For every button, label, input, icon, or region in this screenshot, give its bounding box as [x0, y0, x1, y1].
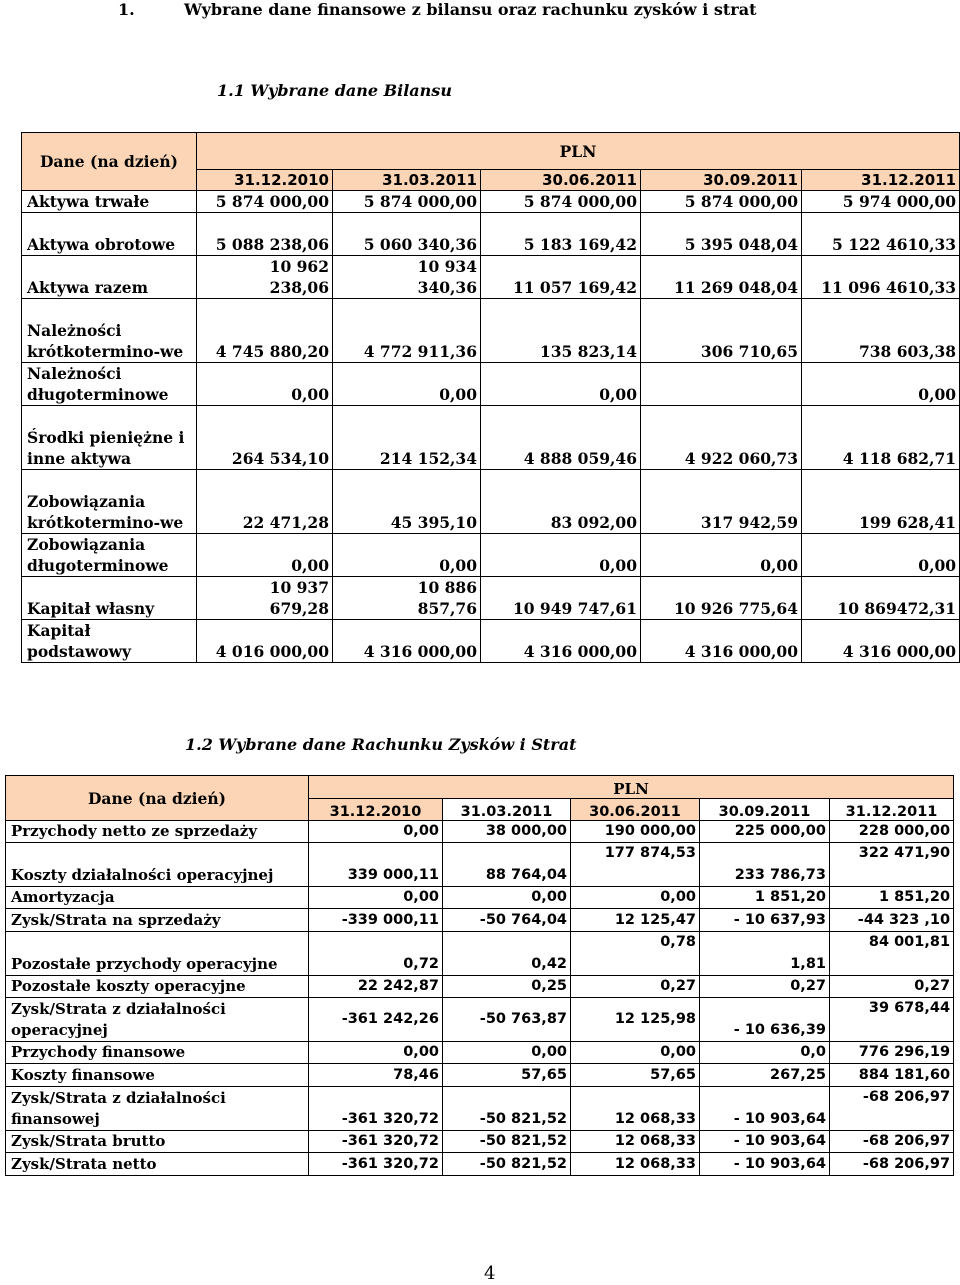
balance-cell: 10 926 775,64: [641, 577, 802, 620]
pnl-cell: - 10 903,64: [700, 1153, 830, 1176]
balance-cell: 5 183 169,42: [481, 213, 641, 256]
pnl-cell: -50 821,52: [443, 1087, 571, 1131]
pnl-cell: 0,00: [443, 887, 571, 909]
pnl-row: [6, 932, 954, 976]
pnl-date: 31.03.2011: [443, 799, 571, 821]
balance-title: 1.1 Wybrane dane Bilansu: [217, 81, 452, 100]
pnl-row-label: Pozostałe przychody operacyjne: [6, 932, 309, 976]
pnl-cell: -361 242,26: [309, 998, 443, 1042]
pnl-row-label: Zysk/Strata netto: [6, 1153, 309, 1176]
balance-row: [22, 577, 960, 620]
balance-cell: 5 088 238,06: [197, 213, 333, 256]
pnl-header-row: [6, 776, 954, 799]
pnl-cell: 0,27: [700, 976, 830, 998]
pnl-cell: 88 764,04: [443, 843, 571, 887]
balance-cell: 10 934 340,36: [333, 256, 481, 299]
balance-date: 31.03.2011: [333, 170, 481, 191]
pnl-cell: 0,78: [571, 932, 700, 976]
balance-cell: 4 016 000,00: [197, 620, 333, 663]
balance-cell: 0,00: [481, 534, 641, 577]
balance-cell: 0,00: [641, 534, 802, 577]
pnl-cell: 0,27: [830, 976, 954, 998]
pnl-cell: 177 874,53: [571, 843, 700, 887]
section-heading: [118, 0, 756, 19]
pnl-cell: - 10 636,39: [700, 998, 830, 1042]
pnl-date: 31.12.2010: [309, 799, 443, 821]
pnl-row: [6, 843, 954, 887]
pnl-cell: 12 125,47: [571, 909, 700, 932]
pnl-cell: 0,00: [309, 887, 443, 909]
balance-cell: 0,00: [197, 534, 333, 577]
pnl-cell: 0,72: [309, 932, 443, 976]
balance-cell: 738 603,38: [802, 299, 960, 363]
balance-cell: 5 122 4610,33: [802, 213, 960, 256]
pnl-cell: 78,46: [309, 1064, 443, 1087]
pnl-row: [6, 909, 954, 932]
pnl-cell: -50 764,04: [443, 909, 571, 932]
pnl-table: [5, 775, 954, 1176]
pnl-cell: 1 851,20: [700, 887, 830, 909]
pnl-cell: -68 206,97: [830, 1087, 954, 1131]
pnl-cell: 1,81: [700, 932, 830, 976]
pnl-cell: 884 181,60: [830, 1064, 954, 1087]
balance-cell: 5 874 000,00: [481, 191, 641, 213]
pnl-row: [6, 998, 954, 1042]
pnl-cell: 84 001,81: [830, 932, 954, 976]
pnl-cell: - 10 903,64: [700, 1131, 830, 1153]
balance-row: [22, 213, 960, 256]
balance-cell: 10 869472,31: [802, 577, 960, 620]
balance-cell: 4 316 000,00: [802, 620, 960, 663]
balance-row-label: Aktywa trwałe: [22, 191, 197, 213]
balance-row-label: Należności krótkotermino-we: [22, 299, 197, 363]
balance-row: [22, 191, 960, 213]
balance-row-label: Środki pieniężne i inne aktywa: [22, 406, 197, 470]
pnl-cell: -361 320,72: [309, 1087, 443, 1131]
balance-row-label: Aktywa obrotowe: [22, 213, 197, 256]
pnl-cell: - 10 637,93: [700, 909, 830, 932]
pnl-row: [6, 976, 954, 998]
pnl-currency: PLN: [309, 776, 954, 799]
balance-cell: 4 772 911,36: [333, 299, 481, 363]
pnl-cell: 0,27: [571, 976, 700, 998]
balance-cell: 22 471,28: [197, 470, 333, 534]
pnl-cell: 0,00: [309, 1042, 443, 1064]
balance-cell: 0,00: [802, 534, 960, 577]
balance-cell: 10 937 679,28: [197, 577, 333, 620]
pnl-cell: 267,25: [700, 1064, 830, 1087]
pnl-cell: -339 000,11: [309, 909, 443, 932]
balance-cell: 5 874 000,00: [641, 191, 802, 213]
balance-row-label: Kapitał podstawowy: [22, 620, 197, 663]
section-heading-text: Wybrane dane finansowe z bilansu oraz rachunku zysków i strat: [184, 0, 757, 19]
balance-cell: 45 395,10: [333, 470, 481, 534]
section-number: 1.: [118, 0, 135, 19]
balance-cell: 0,00: [333, 534, 481, 577]
balance-date: 30.06.2011: [481, 170, 641, 191]
pnl-cell: 0,00: [571, 1042, 700, 1064]
pnl-cell: -361 320,72: [309, 1131, 443, 1153]
pnl-cell: 12 068,33: [571, 1087, 700, 1131]
balance-cell: 0,00: [197, 363, 333, 406]
pnl-cell: 190 000,00: [571, 821, 700, 843]
balance-cell: 4 316 000,00: [641, 620, 802, 663]
pnl-date: 31.12.2011: [830, 799, 954, 821]
balance-date: 30.09.2011: [641, 170, 802, 191]
pnl-row-label: Pozostałe koszty operacyjne: [6, 976, 309, 998]
pnl-cell: 22 242,87: [309, 976, 443, 998]
pnl-title: 1.2 Wybrane dane Rachunku Zysków i Strat: [185, 735, 577, 754]
pnl-cell: 0,42: [443, 932, 571, 976]
balance-cell: 317 942,59: [641, 470, 802, 534]
balance-row-label: Kapitał własny: [22, 577, 197, 620]
balance-cell: 10 949 747,61: [481, 577, 641, 620]
balance-cell: 11 057 169,42: [481, 256, 641, 299]
pnl-cell: 339 000,11: [309, 843, 443, 887]
pnl-cell: 322 471,90: [830, 843, 954, 887]
pnl-cell: -50 821,52: [443, 1153, 571, 1176]
pnl-cell: 12 068,33: [571, 1153, 700, 1176]
balance-table: [21, 132, 960, 663]
pnl-cell: -361 320,72: [309, 1153, 443, 1176]
pnl-cell: -44 323 ,10: [830, 909, 954, 932]
balance-cell: 4 316 000,00: [333, 620, 481, 663]
pnl-cell: 38 000,00: [443, 821, 571, 843]
pnl-date: 30.09.2011: [700, 799, 830, 821]
balance-cell: 5 060 340,36: [333, 213, 481, 256]
balance-cell: 0,00: [333, 363, 481, 406]
pnl-cell: 0,00: [443, 1042, 571, 1064]
balance-cell: 214 152,34: [333, 406, 481, 470]
pnl-cell: -50 821,52: [443, 1131, 571, 1153]
balance-row: [22, 256, 960, 299]
balance-header-row: [22, 133, 960, 170]
pnl-cell: 233 786,73: [700, 843, 830, 887]
balance-cell: 10 962 238,06: [197, 256, 333, 299]
balance-row: [22, 406, 960, 470]
balance-row-label: Należności długoterminowe: [22, 363, 197, 406]
balance-cell: 5 874 000,00: [197, 191, 333, 213]
balance-cell: 4 888 059,46: [481, 406, 641, 470]
pnl-cell: 0,0: [700, 1042, 830, 1064]
balance-cell: 83 092,00: [481, 470, 641, 534]
balance-row: [22, 299, 960, 363]
balance-cell: 4 316 000,00: [481, 620, 641, 663]
pnl-row: [6, 1131, 954, 1153]
balance-cell: 5 395 048,04: [641, 213, 802, 256]
balance-cell: 4 922 060,73: [641, 406, 802, 470]
pnl-cell: 12 125,98: [571, 998, 700, 1042]
balance-cell: 4 118 682,71: [802, 406, 960, 470]
pnl-row: [6, 1064, 954, 1087]
balance-cell: 0,00: [802, 363, 960, 406]
pnl-row: [6, 1087, 954, 1131]
balance-row-label: Zobowiązania długoterminowe: [22, 534, 197, 577]
balance-row: [22, 534, 960, 577]
balance-date: 31.12.2010: [197, 170, 333, 191]
balance-cell: [641, 363, 802, 406]
balance-corner-label: Dane (na dzień): [22, 133, 197, 191]
pnl-cell: 39 678,44: [830, 998, 954, 1042]
pnl-row: [6, 887, 954, 909]
balance-row: [22, 363, 960, 406]
balance-cell: 10 886 857,76: [333, 577, 481, 620]
pnl-row-label: Zysk/Strata brutto: [6, 1131, 309, 1153]
pnl-cell: -50 763,87: [443, 998, 571, 1042]
pnl-row-label: Zysk/Strata z działalności finansowej: [6, 1087, 309, 1131]
balance-currency: PLN: [197, 133, 960, 170]
pnl-row-label: Amortyzacja: [6, 887, 309, 909]
balance-cell: 0,00: [481, 363, 641, 406]
pnl-cell: - 10 903,64: [700, 1087, 830, 1131]
pnl-row-label: Zysk/Strata na sprzedaży: [6, 909, 309, 932]
balance-cell: 135 823,14: [481, 299, 641, 363]
pnl-cell: 57,65: [443, 1064, 571, 1087]
balance-cell: 11 096 4610,33: [802, 256, 960, 299]
balance-cell: 11 269 048,04: [641, 256, 802, 299]
balance-cell: 306 710,65: [641, 299, 802, 363]
balance-cell: 5 974 000,00: [802, 191, 960, 213]
pnl-date: 30.06.2011: [571, 799, 700, 821]
pnl-cell: 12 068,33: [571, 1131, 700, 1153]
pnl-cell: 228 000,00: [830, 821, 954, 843]
pnl-cell: 0,25: [443, 976, 571, 998]
balance-row: [22, 620, 960, 663]
pnl-row-label: Przychody finansowe: [6, 1042, 309, 1064]
pnl-cell: 0,00: [309, 821, 443, 843]
balance-cell: 199 628,41: [802, 470, 960, 534]
pnl-cell: -68 206,97: [830, 1131, 954, 1153]
pnl-row-label: Przychody netto ze sprzedaży: [6, 821, 309, 843]
pnl-row: [6, 1153, 954, 1176]
balance-cell: 5 874 000,00: [333, 191, 481, 213]
balance-row: [22, 470, 960, 534]
pnl-cell: -68 206,97: [830, 1153, 954, 1176]
pnl-corner-label: Dane (na dzień): [6, 776, 309, 821]
pnl-cell: 776 296,19: [830, 1042, 954, 1064]
balance-cell: 4 745 880,20: [197, 299, 333, 363]
pnl-row: [6, 1042, 954, 1064]
pnl-cell: 57,65: [571, 1064, 700, 1087]
pnl-row: [6, 821, 954, 843]
pnl-cell: 0,00: [571, 887, 700, 909]
balance-date: 31.12.2011: [802, 170, 960, 191]
pnl-cell: 1 851,20: [830, 887, 954, 909]
balance-cell: 264 534,10: [197, 406, 333, 470]
pnl-row-label: Zysk/Strata z działalności operacyjnej: [6, 998, 309, 1042]
page-number: 4: [484, 1263, 496, 1284]
pnl-row-label: Koszty finansowe: [6, 1064, 309, 1087]
balance-row-label: Aktywa razem: [22, 256, 197, 299]
pnl-row-label: Koszty działalności operacyjnej: [6, 843, 309, 887]
balance-row-label: Zobowiązania krótkotermino-we: [22, 470, 197, 534]
pnl-cell: 225 000,00: [700, 821, 830, 843]
